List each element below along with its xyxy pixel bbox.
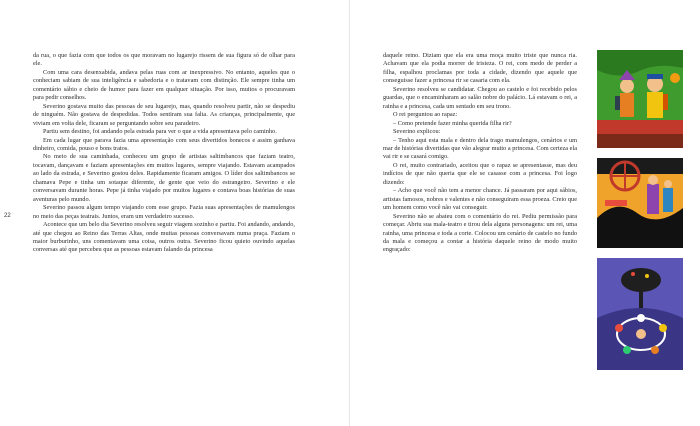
- paragraph: – Como pretende fazer minha querida filha rir?: [393, 119, 512, 127]
- left-text-column: [33, 52, 295, 255]
- paragraph: Em cada lugar que parava fazia uma apresentação com seus divertidos bonecos e assim ganhava dinheiro, comida, pouso e bons tratos.: [33, 136, 295, 152]
- paragraph: Severino explicou:: [393, 128, 441, 136]
- paragraph: O rei, muito contrariado, aceitou que o rapaz se apresentasse, mas deu indícios de que não queria que ele se casasse com a princesa. Foi logo dizendo:: [383, 161, 577, 186]
- paragraph: Severino passou algum tempo viajando com esse grupo. Fazia suas apresentações de mamulengos no meio das peças teatrais. Juntos, eram um verdadeiro sucesso.: [33, 204, 295, 220]
- paragraph: Severino gostava muito das pessoas de seu lugarejo, mas, quando resolveu partir, não se despediu de ninguém. Não gostava de despedidas. Todos sentiram sua falta. As crianças, principalmente, que viviam em volta dele, ficaram se perguntando sobre seu paradeiro.: [33, 102, 295, 127]
- paragraph: – Tenho aqui esta mala e dentro dela trago mamulengos, cenários e um mar de histórias divertidas que vão alegrar muito a princesa. Com certeza ela vai rir e se casará comigo.: [383, 136, 577, 161]
- illustration-crowd: [597, 258, 683, 370]
- paragraph: daquele reino. Diziam que ela era uma moça muito triste que nunca ria. Achavam que ela podia morrer de tristeza. O rei, com medo de perder a filha, espalhou proclamas por toda a cidade, dizendo que aquele que conseguisse fazer a princesa rir se casaria com ela.: [383, 52, 577, 85]
- paragraph: Severino resolveu se candidatar. Chegou ao castelo e foi recebido pelos guardas, que o encaminharam ao salão nobre do palácio. Lá estavam o rei, a rainha e a princesa, cada um sentado em seu trono.: [383, 85, 577, 110]
- paragraph: Acontece que um belo dia Severino resolveu seguir viagem sozinho e partiu. Foi andando, andando, até que chegou ao Reino das Terras Altas, onde muitas pessoas conversavam numa praça. Faziam o maior burburinho, uns comentavam uma coisa, outros outra. Severino ficou quieto ouvindo aquelas conversas até que percebeu que as pessoas estavam falando da princesa: [33, 221, 295, 254]
- paragraph: Partiu sem destino, foi andando pela estrada para ver o que a vida apresentava pelo caminho.: [43, 128, 277, 136]
- page-number: 22: [4, 213, 11, 219]
- right-page: [350, 0, 700, 426]
- right-text-column: [383, 52, 577, 255]
- paragraph: No meio de sua caminhada, conheceu um grupo de artistas saltimbancos que faziam teatro, tocavam, dançavam e faziam apresentações em muitos lugares, sempre viajando. Estavam acampados ao lado da estrada, e Severino gostou deles. Rapidamente ficaram amigos. O líder dos saltimbancos se chamava Pepe e tinha um sotaque diferente, de gente que veio do estrangeiro. Severino e ele conversavam durante horas. Pepe já tinha viajado por muitos lugares e contava boas histórias de suas aventuras pelo mundo.: [33, 153, 295, 203]
- paragraph: da rua, o que fazia com que todos os que moravam no lugarejo rissem de sua figura só de olhar para ele.: [33, 52, 295, 68]
- paragraph: Com uma cara desenxabida, andava pelas ruas com ar inexpressivo. No entanto, aqueles que o conheciam sabiam de sua inteligência e sabedoria e o tratavam com distinção. Ele sempre tinha um comentário sábio e cheio de humor para fazer em qualquer situação. Por isso, muitos o procuravam para pedir conselhos.: [33, 68, 295, 102]
- paragraph: Severino não se abateu com o comentário do rei. Pediu permissão para começar. Abriu sua mala-teatro e tirou dela alguns personagens: um rei, uma rainha, uma princesa e toda a corte. Colocou um cenário de castelo no fundo da mala e começou a contar a história daquele reino de modo muito engraçado:: [383, 212, 577, 254]
- paragraph: O rei perguntou ao rapaz:: [393, 111, 458, 119]
- paragraph: – Acho que você não tem a menor chance. Já passaram por aqui sábios, artistas famosos, nobres e valentes e não conseguiram essa proeza. Creio que um homem como você não vai conseguir.: [383, 187, 577, 212]
- illustration-puppets: [597, 50, 683, 148]
- illustration-wheel: [597, 158, 683, 248]
